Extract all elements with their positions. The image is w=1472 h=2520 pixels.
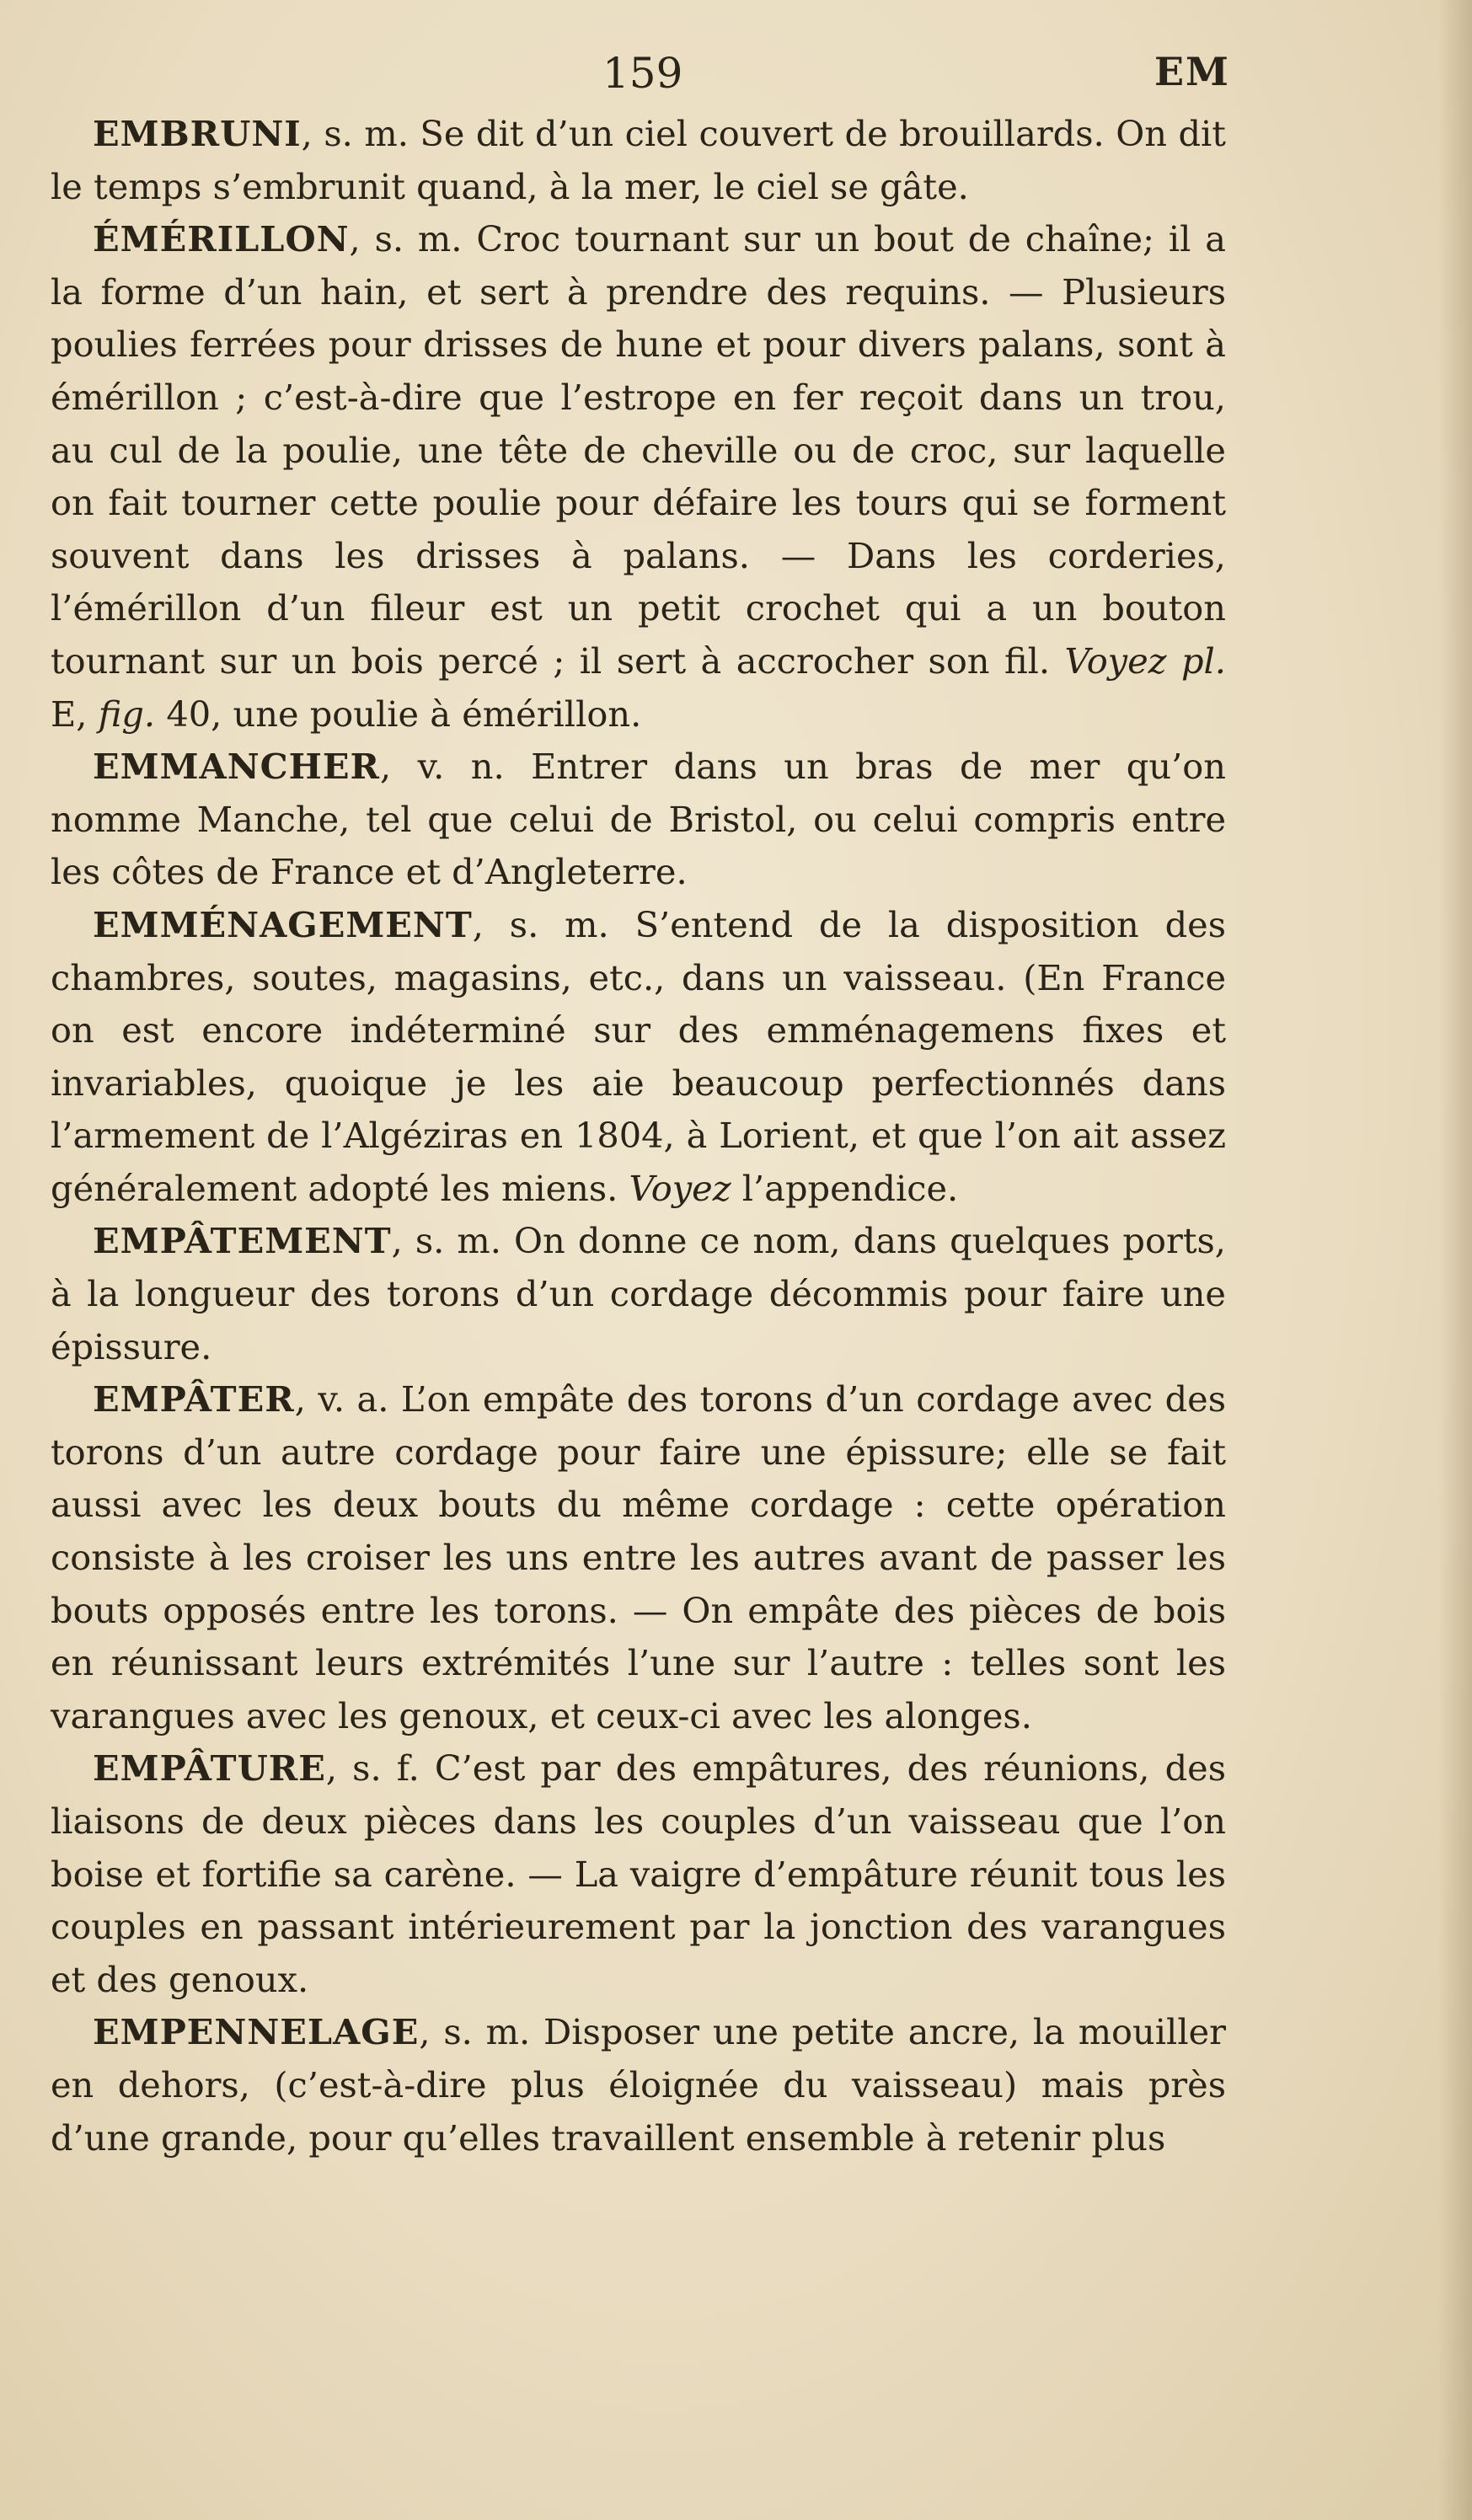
entry-empennelage [51, 2006, 1226, 2164]
definition-text: , s. m. Se dit d’un ciel couvert de brouillards. On dit le temps s’embrunit quand, à la mer, le ciel se gâte. [51, 113, 1226, 207]
page-number: 159 [602, 49, 683, 98]
headword: EMPÂTER [93, 1378, 295, 1421]
headword: EMBRUNI [93, 113, 302, 154]
page-edge-shadow [1438, 0, 1472, 2520]
headword: ÉMÉRILLON [93, 218, 350, 260]
headword: EMPÂTURE [93, 1747, 326, 1790]
definition-text: , s. m. On donne ce nom, dans quelques ports, à la longueur des torons d’un cordage décommis pour faire une épissure. [51, 1220, 1226, 1367]
entry-emmenagement [51, 899, 1226, 1216]
cross-reference: Voyez pl. [1064, 639, 1226, 682]
headword: EMPÂTEMENT [93, 1220, 392, 1262]
entry-embruni [51, 108, 1226, 213]
definition-text: , s. f. C’est par des empâtures, des réunions, des liaisons de deux pièces dans les couples d’un vaisseau que l’on boise et fortifie sa carène. — La vaigre d’empâture réunit tous les couples en passant intérieurement par la jonction des varangues et des genoux. [51, 1747, 1226, 2000]
definition-text: , v. n. Entrer dans un bras de mer qu’on nomme Manche, tel que celui de Bristol, ou celui compris entre les côtes de France et d’Angleterre. [51, 746, 1226, 893]
definition-text: , s. m. Croc tournant sur un bout de chaîne; il a la forme d’un hain, et sert à prendre des requins. — Plusieurs poulies ferrées pour drisses de hune et pour divers palans, sont à émérillon ; c’est-à-dire que l’estrope en fer reçoit dans un trou, au cul de la poulie, une tête de cheville ou de croc, sur laquelle on fait tourner cette poulie pour défaire les tours qui se forment souvent dans les drisses à palans. — Dans les corderies, l’émérillon d’un fileur est un petit crochet qui a un bouton tournant sur un bois percé ; il sert à accrocher son fil. [51, 218, 1226, 682]
headword: EMMÉNAGEMENT [93, 903, 473, 945]
headword: EMMANCHER [93, 746, 380, 788]
entry-empature [51, 1742, 1226, 2006]
figure-reference: fig. [98, 693, 156, 735]
entry-empatement [51, 1215, 1226, 1373]
entry-emerillon [51, 213, 1226, 741]
headword: EMPENNELAGE [93, 2011, 420, 2053]
page-header [0, 49, 1472, 108]
running-head: EM [1154, 49, 1230, 94]
definition-text: l’appendice. [731, 1167, 959, 1209]
definition-text: 40, une poulie à émérillon. [155, 693, 642, 735]
definition-text: E, [51, 693, 99, 735]
entry-empater [51, 1373, 1226, 1742]
cross-reference: Voyez [629, 1167, 731, 1209]
definition-text: , s. m. S’entend de la disposition des chambres, soutes, magasins, etc., dans un vaisseau. (En France on est encore indéterminé sur des emménagemens fixes et invariables, quoique je les aie beaucoup perfectionnés dans l’armement de l’Algéziras en 1804, à Lorient, et que l’on ait assez généralement adopté les miens. [51, 903, 1226, 1209]
definition-text: , s. m. Disposer une petite ancre, la mouiller en dehors, (c’est-à-dire plus éloignée du vaisseau) mais près d’une grande, pour qu’elles travaillent ensemble à retenir plus [51, 2011, 1226, 2159]
entry-emmancher [51, 741, 1226, 899]
dictionary-text [51, 108, 1226, 2164]
definition-text: , v. a. L’on empâte des torons d’un cordage avec des torons d’un autre cordage pour faire une épissure; elle se fait aussi avec les deux bouts du même cordage : cette opération consiste à les croiser les uns entre les autres avant de passer les bouts opposés entre les torons. — On empâte des pièces de bois en réunissant leurs extrémités l’une sur l’autre : telles sont les varangues avec les genoux, et ceux-ci avec les alonges. [51, 1378, 1226, 1736]
